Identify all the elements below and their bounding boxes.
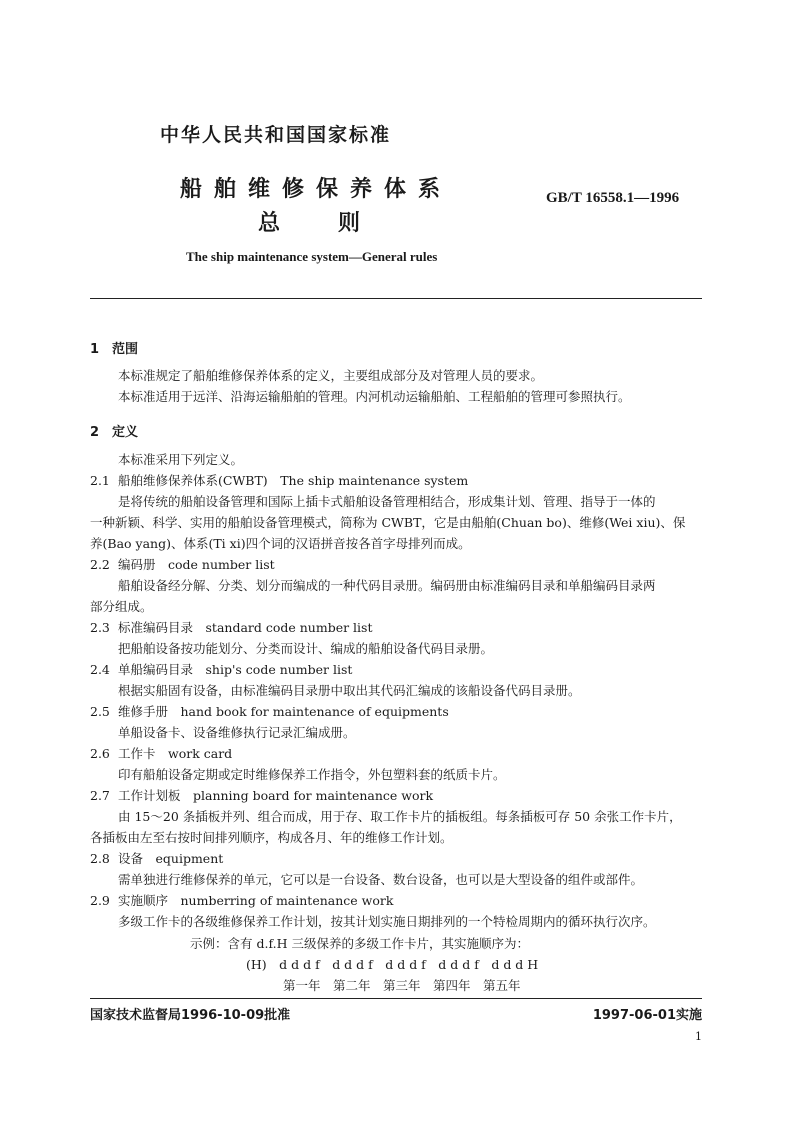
- definition-text: 养(Bao yang)、体系(Ti xi)四个词的汉语拼音按各首字母排列而成。: [90, 536, 471, 551]
- definition-text: 根据实船固有设备，由标准编码目录册中取出其代码汇编成的该船设备代码目录册。: [118, 683, 581, 698]
- definition-text: 是将传统的船舶设备管理和国际上插卡式船舶设备管理相结合，形成集计划、管理、指导于一体的: [118, 494, 656, 509]
- approval-date: 国家技术监督局1996-10-09批准: [90, 1008, 291, 1023]
- definition-number: 2.8: [90, 851, 110, 866]
- issuer-title: 中华人民共和国国家标准: [160, 124, 392, 146]
- definition-term: 船舶维修保养体系(CWBT) The ship maintenance system: [118, 473, 469, 488]
- effective-date: 1997-06-01实施: [592, 1008, 702, 1023]
- definition-text: 多级工作卡的各级维修保养工作计划，按其计划实施日期排列的一个特检周期内的循环执行次序。: [118, 914, 656, 929]
- standard-title: 船舶维修保养体系: [180, 177, 453, 202]
- definition-term: 实施顺序 numberring of maintenance work: [118, 893, 394, 908]
- definition-term: 编码册 code number list: [118, 557, 275, 572]
- definition-text: 船舶设备经分解、分类、划分而编成的一种代码目录册。编码册由标准编码目录和单船编码目录两: [118, 578, 656, 593]
- example-intro: 示例：含有 d.f.H 三级保养的多级工作卡片，其实施顺序为：: [190, 936, 529, 951]
- definition-term: 工作计划板 planning board for maintenance work: [118, 788, 434, 803]
- definition-term: 标准编码目录 standard code number list: [118, 620, 373, 635]
- definition-text: 印有船舶设备定期或定时维修保养工作指令，外包塑料套的纸质卡片。: [118, 767, 506, 782]
- section-2-intro: 本标准采用下列定义。: [118, 452, 244, 467]
- definition-number: 2.1: [90, 473, 110, 488]
- section-1-para-1: 本标准规定了船舶维修保养体系的定义，主要组成部分及对管理人员的要求。: [118, 368, 544, 383]
- definition-term: 设备 equipment: [118, 851, 224, 866]
- definition-text: 由 15～20 条插板并列、组合而成，用于存、取工作卡片的插板组。每条插板可存 50 余张工作卡片，: [118, 809, 682, 824]
- footer-divider: [90, 998, 702, 999]
- page-number: 1: [695, 1030, 702, 1043]
- standard-code: GB/T 16558.1—1996: [546, 190, 680, 206]
- definition-number: 2.9: [90, 893, 110, 908]
- definition-number: 2.2: [90, 557, 110, 572]
- section-1-para-2: 本标准适用于远洋、沿海运输船舶的管理。内河机动运输船舶、工程船舶的管理可参照执行。: [118, 389, 631, 404]
- definition-text: 需单独进行维修保养的单元，它可以是一台设备、数台设备，也可以是大型设备的组件或部件。: [118, 872, 644, 887]
- definition-number: 2.5: [90, 704, 110, 719]
- definition-text: 一种新颖、科学、实用的船舶设备管理模式，简称为 CWBT，它是由船舶(Chuan bo)、维修(Wei xiu)、保: [90, 515, 686, 530]
- definition-number: 2.6: [90, 746, 110, 761]
- definition-number: 2.7: [90, 788, 110, 803]
- section-2-heading: 2 定义: [90, 425, 139, 440]
- example-sequence: (H) d d d f d d d f d d d f d d d f d d d H: [246, 957, 539, 972]
- definition-text: 单船设备卡、设备维修执行记录汇编成册。: [118, 725, 356, 740]
- english-title: The ship maintenance system—General rules: [186, 249, 438, 264]
- header-divider: [90, 298, 702, 299]
- section-1-heading: 1 范围: [90, 342, 139, 357]
- definition-text: 把船舶设备按功能划分、分类而设计、编成的船舶设备代码目录册。: [118, 641, 494, 656]
- standard-subtitle: 总则: [258, 211, 419, 236]
- example-years: 第一年 第二年 第三年 第四年 第五年: [283, 978, 521, 993]
- definition-term: 工作卡 work card: [118, 746, 233, 761]
- definition-number: 2.4: [90, 662, 110, 677]
- definition-number: 2.3: [90, 620, 110, 635]
- definition-term: 单船编码目录 ship's code number list: [118, 662, 353, 677]
- definition-term: 维修手册 hand book for maintenance of equipments: [118, 704, 449, 719]
- definition-text: 部分组成。: [90, 599, 153, 614]
- definition-text: 各插板由左至右按时间排列顺序，构成各月、年的维修工作计划。: [90, 830, 453, 845]
